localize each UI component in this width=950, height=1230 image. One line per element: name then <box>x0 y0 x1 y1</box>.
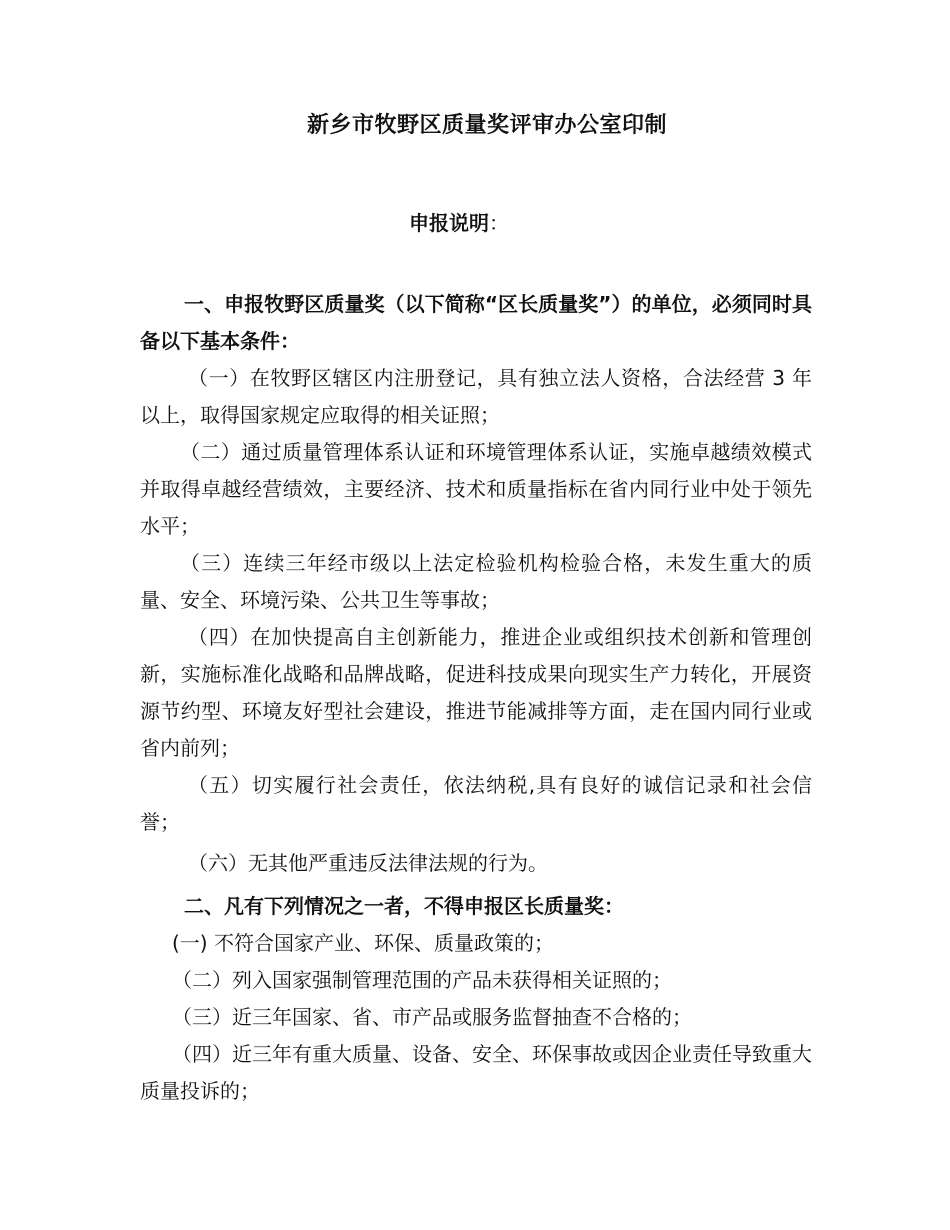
section-1-heading: 一、申报牧野区质量奖（以下简称“区长质量奖”）的单位，必须同时具备以下基本条件： <box>140 292 812 353</box>
section-1-item: （五）切实履行社会责任，依法纳税,具有良好的诚信记录和社会信誉； <box>140 773 812 834</box>
section-1-item: （三）连续三年经市级以上法定检验机构检验合格，未发生重大的质量、安全、环境污染、公共卫生等事故； <box>140 551 812 612</box>
section-1-item: （六）无其他严重违反法律法规的行为。 <box>188 851 548 875</box>
section-2-item: (一) 不符合国家产业、环保、质量政策的； <box>172 931 554 955</box>
section-1-item: （二）通过质量管理体系认证和环境管理体系认证，实施卓越绩效模式并取得卓越经营绩效，主要经济、技术和质量指标在省内同行业中处于领先水平； <box>140 440 812 538</box>
document-title: 新乡市牧野区质量奖评审办公室印制 <box>306 113 667 138</box>
section-2-item: （四）近三年有重大质量、设备、安全、环保事故或因企业责任导致重大质量投诉的； <box>140 1042 812 1103</box>
section-1-item: （四）在加快提高自主创新能力，推进企业或组织技术创新和管理创新，实施标准化战略和品牌战略，促进科技成果向现实生产力转化，开展资源节约型、环境友好型社会建设，推进节能减排等方面，走在国内同行业或省内前列； <box>140 625 812 760</box>
section-2-item: （二）列入国家强制管理范围的产品未获得相关证照的； <box>172 968 672 992</box>
section-label-colon: ： <box>489 211 509 235</box>
section-2-heading: 二、凡有下列情况之一者，不得申报区长质量奖： <box>184 894 624 918</box>
section-1-item: （一）在牧野区辖区内注册登记，具有独立法人资格，合法经营 3 年以上，取得国家规定应取得的相关证照； <box>140 366 812 427</box>
section-label-text: 申报说明 <box>409 211 489 235</box>
document-body <box>140 286 812 1110</box>
section-2-item: （三）近三年国家、省、市产品或服务监督抽查不合格的； <box>172 1005 692 1029</box>
section-label <box>0 207 918 236</box>
